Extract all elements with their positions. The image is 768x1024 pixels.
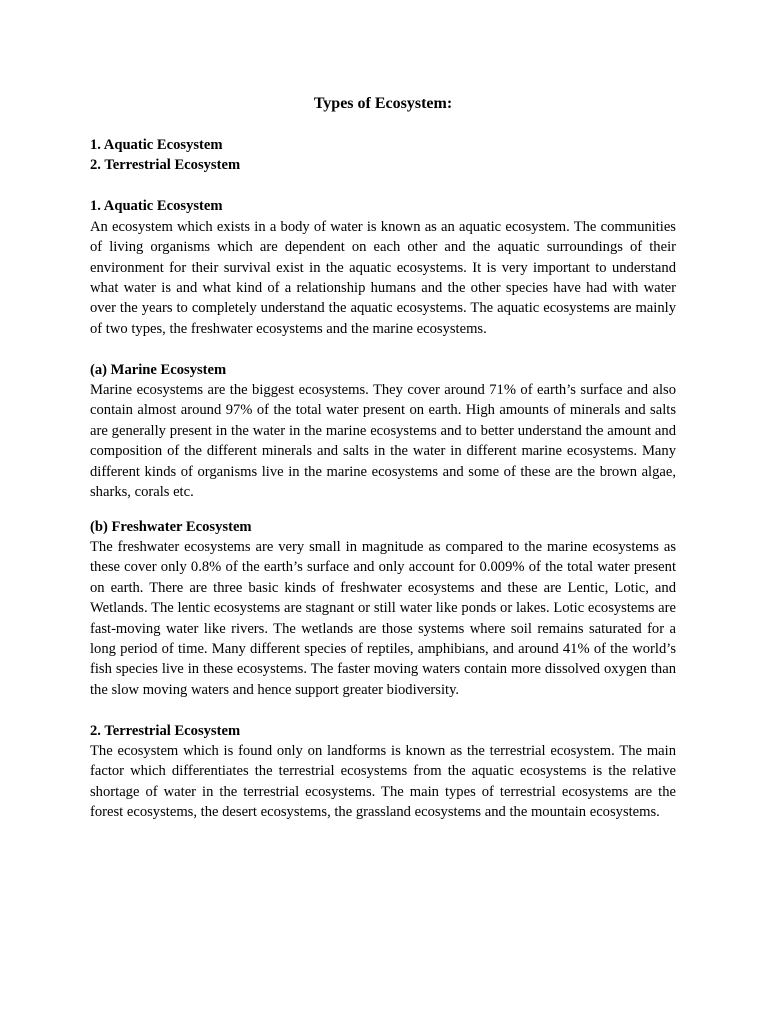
- section-terrestrial: [90, 721, 676, 823]
- table-of-contents: [90, 135, 676, 176]
- section-paragraph: The ecosystem which is found only on landforms is known as the terrestrial ecosystem. The main factor which differentiates the terrestrial ecosystems from the aquatic ecosystems is the relative shortage of water in the terrestrial ecosystems. The main types of terrestrial ecosystems are the forest ecosystems, the desert ecosystems, the grassland ecosystems and the mountain ecosystems.: [90, 743, 676, 821]
- section-heading: 2. Terrestrial Ecosystem: [90, 722, 241, 739]
- toc-item-aquatic: 1. Aquatic Ecosystem: [90, 137, 223, 153]
- section-paragraph: An ecosystem which exists in a body of water is known as an aquatic ecosystem. The communities of living organisms which are dependent on each other and the aquatic surroundings of their environment for their survival exist in the aquatic ecosystems. It is very important to understand what water is and what kind of a relationship humans and the other species have had with water over the years to completely understand the aquatic ecosystems. The aquatic ecosystems are mainly of two types, the freshwater ecosystems and the marine ecosystems.: [90, 218, 676, 337]
- section-marine: [90, 360, 676, 503]
- section-paragraph: Marine ecosystems are the biggest ecosystems. They cover around 71% of earth’s surface and also contain almost around 97% of the total water present on earth. High amounts of minerals and salts are generally present in the water in the marine ecosystems and to better understand the amount and composition of the different minerals and salts in the water in different marine ecosystems. Many different kinds of organisms live in the marine ecosystems and some of these are the brown algae, sharks, corals etc.: [90, 382, 676, 501]
- section-heading: (b) Freshwater Ecosystem: [90, 518, 252, 535]
- section-heading: 1. Aquatic Ecosystem: [90, 198, 223, 215]
- toc-item-terrestrial: 2. Terrestrial Ecosystem: [90, 157, 241, 174]
- section-heading: (a) Marine Ecosystem: [90, 361, 227, 378]
- page-title: Types of Ecosystem:: [313, 95, 453, 112]
- document-page: [90, 93, 676, 837]
- section-freshwater: [90, 517, 676, 701]
- section-aquatic: [90, 196, 676, 339]
- section-paragraph: The freshwater ecosystems are very small in magnitude as compared to the marine ecosystems as these cover only 0.8% of the earth’s surface and only account for 0.009% of the total water present on earth. There are three basic kinds of freshwater ecosystems and these are Lentic, Lotic, and Wetlands. The lentic ecosystems are stagnant or still water like ponds or lakes. Lotic ecosystems are fast-moving water like rivers. The wetlands are those systems where soil remains saturated for a long period of time. Many different species of reptiles, amphibians, and around 41% of the world’s fish species live in these ecosystems. The faster moving waters contain more dissolved oxygen than the slow moving waters and hence support greater biodiversity.: [90, 538, 676, 698]
